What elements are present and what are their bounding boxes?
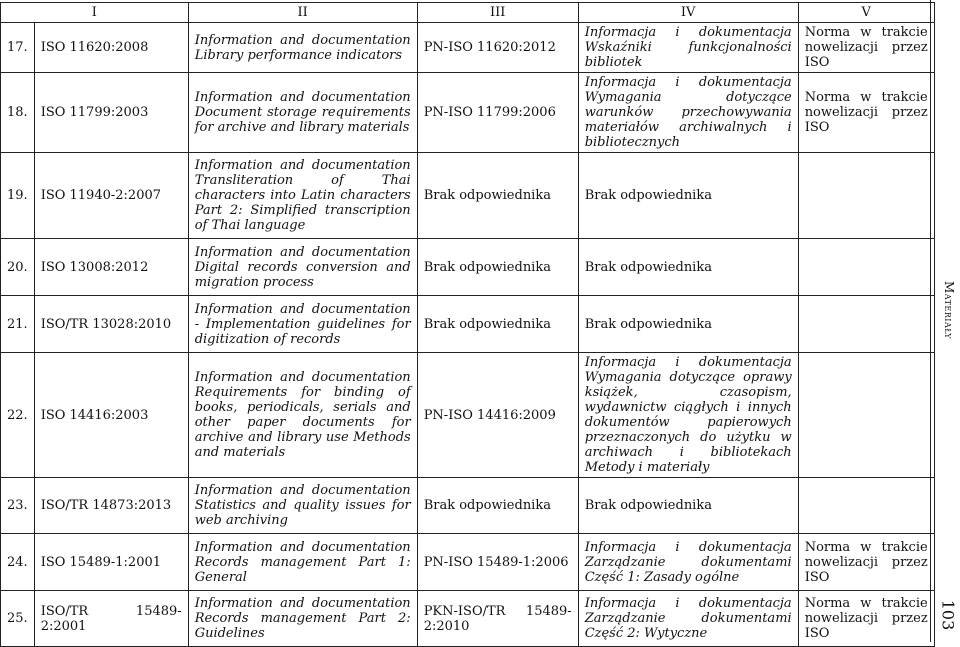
- status-note: [798, 478, 934, 534]
- english-title: Information and documentation - Implementation guidelines for digitization of records: [188, 296, 417, 353]
- polish-standard: PN-ISO 11799:2006: [417, 73, 578, 153]
- polish-standard: Brak odpowiednika: [417, 478, 578, 534]
- polish-title: Informacja i dokumentacja Wymagania dotyczące warunków przechowywania materiałów archiwalnych i bibliotecznych: [578, 73, 798, 153]
- english-title: Information and documentation Library performance indicators: [188, 23, 417, 73]
- row-number: 24.: [1, 534, 35, 591]
- polish-title: Informacja i dokumentacja Wskaźniki funkcjonalności bibliotek: [578, 23, 798, 73]
- polish-title: Brak odpowiednika: [578, 153, 798, 239]
- polish-title: Informacja i dokumentacja Wymagania dotyczące oprawy książek, czasopism, wydawnictw ciągłych i innych dokumentów papierowych przeznaczonych do użytku w archiwach i bibliotekach Metody i materiały: [578, 353, 798, 478]
- english-title: Information and documentation Records management Part 1: General: [188, 534, 417, 591]
- status-note: Norma w trakcie nowelizacji przez ISO: [798, 73, 934, 153]
- polish-standard: Brak odpowiednika: [417, 153, 578, 239]
- status-note: [798, 239, 934, 296]
- iso-standard: ISO 11799:2003: [34, 73, 188, 153]
- polish-standard: Brak odpowiednika: [417, 239, 578, 296]
- english-title: Information and documentation Requirements for binding of books, periodicals, serials and other paper documents for archive and library use Methods and materials: [188, 353, 417, 478]
- polish-title: Informacja i dokumentacja Zarządzanie dokumentami Część 1: Zasady ogólne: [578, 534, 798, 591]
- status-note: [798, 296, 934, 353]
- row-number: 21.: [1, 296, 35, 353]
- english-title: Information and documentation Document storage requirements for archive and library materials: [188, 73, 417, 153]
- polish-standard: PN-ISO 11620:2012: [417, 23, 578, 73]
- page-number: [936, 588, 960, 642]
- english-title: Information and documentation Records management Part 2: Guidelines: [188, 591, 417, 647]
- polish-standard: Brak odpowiednika: [417, 296, 578, 353]
- english-title: Information and documentation Statistics and quality issues for web archiving: [188, 478, 417, 534]
- table-row: [1, 23, 935, 73]
- polish-title: Brak odpowiednika: [578, 478, 798, 534]
- iso-standard: ISO 14416:2003: [34, 353, 188, 478]
- status-note: [798, 153, 934, 239]
- polish-title: Informacja i dokumentacja Zarządzanie dokumentami Część 2: Wytyczne: [578, 591, 798, 647]
- iso-standard: ISO/TR 13028:2010: [34, 296, 188, 353]
- table-row: [1, 153, 935, 239]
- polish-standard: PN-ISO 15489-1:2006: [417, 534, 578, 591]
- standards-table: [0, 2, 935, 647]
- section-label-text: Materiały: [942, 280, 956, 340]
- row-number: 22.: [1, 353, 35, 478]
- iso-standard: ISO 15489-1:2001: [34, 534, 188, 591]
- english-title: Information and documentation Transliteration of Thai characters into Latin characters Part 2: Simplified transcription of Thai language: [188, 153, 417, 239]
- table-row: [1, 73, 935, 153]
- row-number: 25.: [1, 591, 35, 647]
- page-number-text: 103: [938, 599, 958, 631]
- section-label: [939, 270, 959, 350]
- header-col-v: V: [798, 3, 934, 23]
- polish-standard: PKN-ISO/TR 15489-2:2010: [417, 591, 578, 647]
- iso-standard: ISO 13008:2012: [34, 239, 188, 296]
- table-row: [1, 591, 935, 647]
- row-number: 19.: [1, 153, 35, 239]
- row-number: 18.: [1, 73, 35, 153]
- polish-title: Brak odpowiednika: [578, 296, 798, 353]
- polish-title: Brak odpowiednika: [578, 239, 798, 296]
- header-col-iii: III: [417, 3, 578, 23]
- table-row: [1, 478, 935, 534]
- status-note: Norma w trakcie nowelizacji przez ISO: [798, 591, 934, 647]
- table-row: [1, 296, 935, 353]
- row-number: 23.: [1, 478, 35, 534]
- status-note: [798, 353, 934, 478]
- iso-standard: ISO/TR 14873:2013: [34, 478, 188, 534]
- table-row: [1, 239, 935, 296]
- iso-standard: ISO 11620:2008: [34, 23, 188, 73]
- english-title: Information and documentation Digital records conversion and migration process: [188, 239, 417, 296]
- iso-standard: ISO/TR 15489-2:2001: [34, 591, 188, 647]
- status-note: Norma w trakcie nowelizacji przez ISO: [798, 23, 934, 73]
- polish-standard: PN-ISO 14416:2009: [417, 353, 578, 478]
- table-row: [1, 534, 935, 591]
- row-number: 20.: [1, 239, 35, 296]
- header-col-ii: II: [188, 3, 417, 23]
- header-col-i: I: [1, 3, 189, 23]
- status-note: Norma w trakcie nowelizacji przez ISO: [798, 534, 934, 591]
- row-number: 17.: [1, 23, 35, 73]
- header-col-iv: IV: [578, 3, 798, 23]
- table-row: [1, 353, 935, 478]
- iso-standard: ISO 11940-2:2007: [34, 153, 188, 239]
- header-row: [1, 3, 935, 23]
